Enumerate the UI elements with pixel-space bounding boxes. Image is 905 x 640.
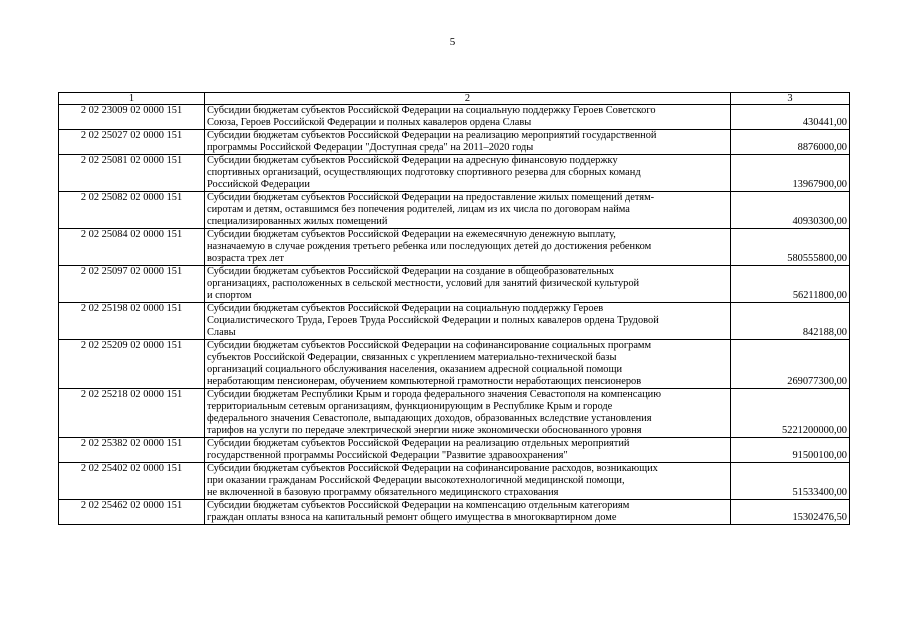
row-name: Субсидии бюджетам субъектов Российской Федерации на создание в общеобразовательных организациях, расположенных в сельской местности, условий для занятий физической культурой и спортом (205, 266, 731, 303)
row-amount: 580555800,00 (731, 229, 850, 266)
row-amount: 51533400,00 (731, 463, 850, 500)
budget-table (58, 92, 850, 525)
table-header-row (59, 93, 850, 105)
row-amount: 842188,00 (731, 303, 850, 340)
row-code: 2 02 25382 02 0000 151 (59, 438, 205, 463)
row-code: 2 02 25097 02 0000 151 (59, 266, 205, 303)
table-row (59, 340, 850, 389)
row-name: Субсидии бюджетам Республики Крым и города федерального значения Севастополя на компенсацию территориальным сетевым организациям, функционирующим в Республике Крым и городе федерального значения Севастополе, выпадающих доходов, образованных вследствие установления тарифов на услуги по передаче электрической энергии ниже экономически обоснованного уровня (205, 389, 731, 438)
row-name: Субсидии бюджетам субъектов Российской Федерации на софинансирование социальных программ субъектов Российской Федерации, связанных с укреплением материально-технической базы организаций социального обслуживания населения, оказанием адресной социальной помощи неработающим пенсионерам, обучением компьютерной грамотности неработающих пенсионеров (205, 340, 731, 389)
table-row (59, 105, 850, 130)
row-code: 2 02 25082 02 0000 151 (59, 192, 205, 229)
table-row (59, 463, 850, 500)
table-row (59, 438, 850, 463)
row-name: Субсидии бюджетам субъектов Российской Федерации на ежемесячную денежную выплату, назначаемую в случае рождения третьего ребенка или последующих детей до достижения ребенком возраста трех лет (205, 229, 731, 266)
row-code: 2 02 23009 02 0000 151 (59, 105, 205, 130)
row-code: 2 02 25198 02 0000 151 (59, 303, 205, 340)
row-amount: 40930300,00 (731, 192, 850, 229)
table-row (59, 266, 850, 303)
row-code: 2 02 25081 02 0000 151 (59, 155, 205, 192)
row-code: 2 02 25027 02 0000 151 (59, 130, 205, 155)
row-name: Субсидии бюджетам субъектов Российской Федерации на компенсацию отдельным категориям граждан оплаты взноса на капитальный ремонт общего имущества в многоквартирном доме (205, 500, 731, 525)
row-amount: 8876000,00 (731, 130, 850, 155)
row-name: Субсидии бюджетам субъектов Российской Федерации на софинансирование расходов, возникающих при оказании гражданам Российской Федерации высокотехнологичной медицинской помощи, не включенной в базовую программу обязательного медицинского страхования (205, 463, 731, 500)
row-code: 2 02 25462 02 0000 151 (59, 500, 205, 525)
row-code: 2 02 25402 02 0000 151 (59, 463, 205, 500)
row-amount: 430441,00 (731, 105, 850, 130)
row-name: Субсидии бюджетам субъектов Российской Федерации на социальную поддержку Героев Советского Союза, Героев Российской Федерации и полных кавалеров ордена Славы (205, 105, 731, 130)
row-amount: 56211800,00 (731, 266, 850, 303)
table-row (59, 303, 850, 340)
page-number: 5 (449, 36, 456, 48)
row-name: Субсидии бюджетам субъектов Российской Федерации на предоставление жилых помещений детям- сиротам и детям, оставшимся без попечения родителей, лицам из их числа по договорам найма специализированных жилых помещений (205, 192, 731, 229)
row-name: Субсидии бюджетам субъектов Российской Федерации на реализацию мероприятий государственной программы Российской Федерации "Доступная среда" на 2011–2020 годы (205, 130, 731, 155)
column-header-code: 1 (59, 93, 205, 105)
row-code: 2 02 25084 02 0000 151 (59, 229, 205, 266)
row-amount: 13967900,00 (731, 155, 850, 192)
table-row (59, 130, 850, 155)
row-code: 2 02 25209 02 0000 151 (59, 340, 205, 389)
table-row (59, 192, 850, 229)
row-amount: 5221200000,00 (731, 389, 850, 438)
table-row (59, 229, 850, 266)
table-row (59, 155, 850, 192)
row-name: Субсидии бюджетам субъектов Российской Федерации на социальную поддержку Героев Социалистического Труда, Героев Труда Российской Федерации и полных кавалеров ордена Трудовой Славы (205, 303, 731, 340)
table-row (59, 389, 850, 438)
column-header-name: 2 (205, 93, 731, 105)
row-name: Субсидии бюджетам субъектов Российской Федерации на реализацию отдельных мероприятий государственной программы Российской Федерации "Развитие здравоохранения" (205, 438, 731, 463)
row-code: 2 02 25218 02 0000 151 (59, 389, 205, 438)
column-header-amount: 3 (731, 93, 850, 105)
row-amount: 269077300,00 (731, 340, 850, 389)
row-amount: 15302476,50 (731, 500, 850, 525)
row-amount: 91500100,00 (731, 438, 850, 463)
row-name: Субсидии бюджетам субъектов Российской Федерации на адресную финансовую поддержку спортивных организаций, осуществляющих подготовку спортивного резерва для сборных команд Российской Федерации (205, 155, 731, 192)
table-row (59, 500, 850, 525)
